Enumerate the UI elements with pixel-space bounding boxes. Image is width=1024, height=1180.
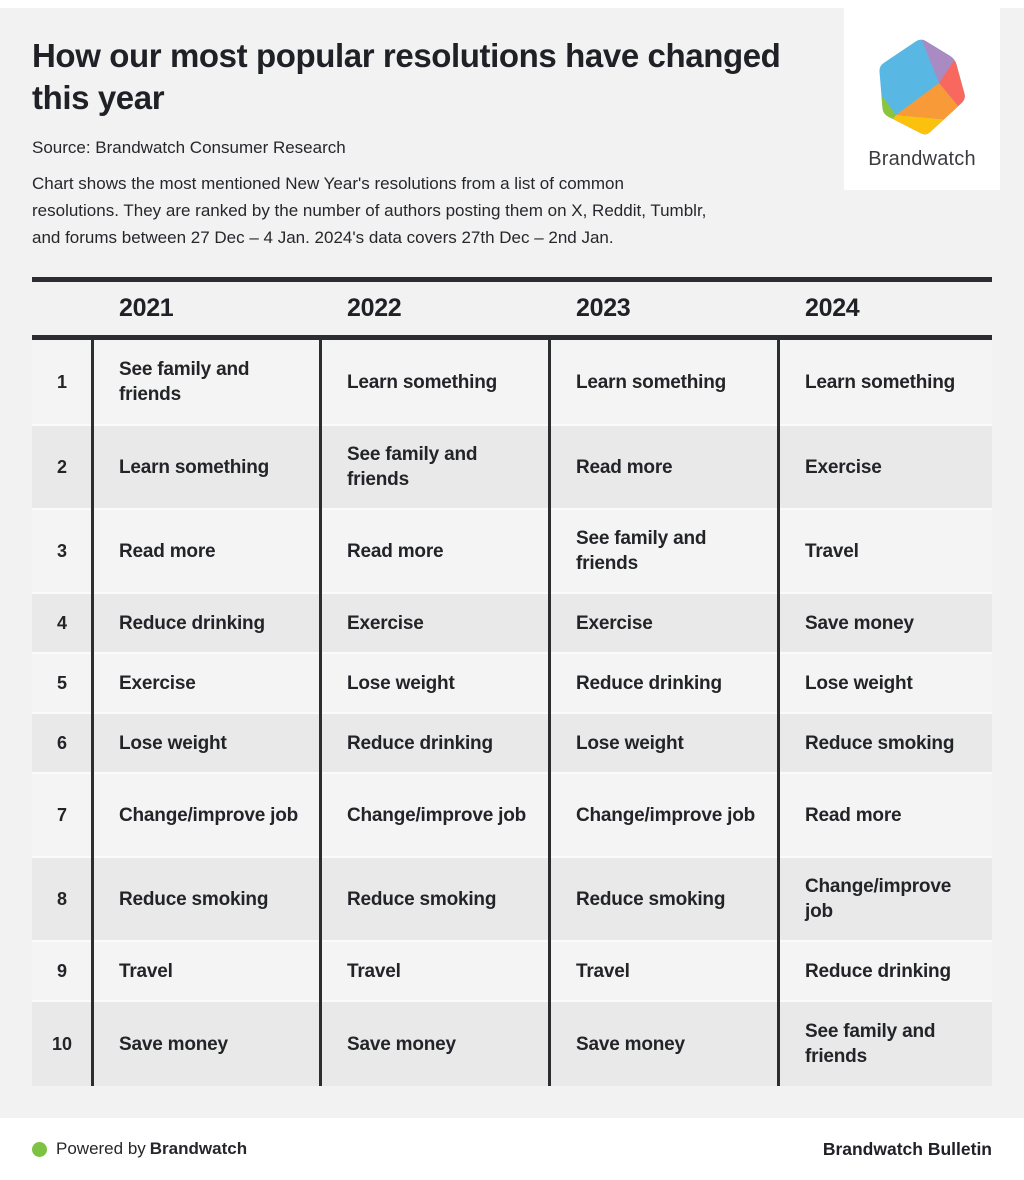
resolution-cell: Reduce drinking: [119, 612, 265, 634]
rank-cell: 4: [56, 612, 67, 633]
powered-by: [32, 1139, 247, 1159]
table-row: [32, 856, 992, 940]
resolution-cell: Exercise: [805, 456, 882, 478]
content-area: [0, 8, 1024, 1118]
resolution-cell: Read more: [347, 540, 444, 562]
resolution-cell: Exercise: [576, 612, 653, 634]
powered-dot-icon: [32, 1142, 47, 1157]
resolution-cell: Lose weight: [119, 732, 227, 754]
table-row: [32, 940, 992, 1000]
resolution-cell: Reduce smoking: [119, 888, 269, 910]
resolution-cell: Travel: [805, 540, 859, 562]
rank-cell: 5: [56, 672, 67, 693]
page-title-line2: this year: [32, 79, 165, 116]
rank-cell: 10: [51, 1033, 73, 1054]
table-row: [32, 340, 992, 424]
resolution-cell: Reduce drinking: [347, 732, 493, 754]
table-row: [32, 592, 992, 652]
resolution-cell: Learn something: [347, 371, 498, 393]
table-row: [32, 1000, 992, 1086]
column-separator: [548, 340, 551, 1086]
description-line3: and forums between 27 Dec – 4 Jan. 2024's data covers 27th Dec – 2nd Jan.: [32, 228, 614, 247]
column-separator: [319, 340, 322, 1086]
resolution-cell: Reduce drinking: [805, 960, 951, 982]
table-header-row: [32, 282, 992, 335]
brandwatch-logo-icon: [878, 36, 966, 136]
table-rows: [32, 340, 992, 1086]
rank-cell: 3: [56, 540, 67, 561]
resolution-cell: Reduce smoking: [805, 732, 955, 754]
header: [0, 8, 1024, 277]
resolution-cell: Save money: [805, 612, 914, 634]
powered-by-brand: Brandwatch: [149, 1139, 248, 1158]
resolution-cell: Learn something: [805, 371, 956, 393]
powered-by-text: Powered by: [56, 1139, 146, 1158]
resolution-cell: Travel: [119, 960, 173, 982]
resolution-cell: Change/improve job: [576, 804, 756, 826]
resolution-cell: Save money: [347, 1033, 456, 1055]
column-header-2022: 2022: [347, 294, 402, 322]
resolution-cell: Change/improve job: [805, 876, 952, 922]
column-separator: [777, 340, 780, 1086]
resolution-cell: Travel: [576, 960, 630, 982]
resolution-cell: Reduce drinking: [576, 672, 722, 694]
rank-cell: 2: [56, 456, 67, 477]
column-header-2021: 2021: [119, 294, 174, 322]
resolution-cell: Exercise: [119, 672, 196, 694]
brandwatch-logo-label: Brandwatch: [868, 148, 976, 170]
resolution-cell: See family and friends: [805, 1021, 936, 1067]
column-header-2024: 2024: [805, 294, 860, 322]
rank-cell: 8: [56, 888, 67, 909]
table-row: [32, 712, 992, 772]
resolution-cell: See family and friends: [119, 359, 250, 405]
resolution-cell: Exercise: [347, 612, 424, 634]
resolution-cell: Learn something: [576, 371, 727, 393]
table-row: [32, 652, 992, 712]
resolution-cell: Lose weight: [576, 732, 684, 754]
brandwatch-logo-card: [844, 8, 1000, 190]
resolution-cell: Reduce smoking: [576, 888, 726, 910]
resolution-cell: Lose weight: [347, 672, 455, 694]
footer: [0, 1118, 1024, 1180]
resolution-cell: See family and friends: [347, 444, 478, 490]
table-row: [32, 772, 992, 856]
column-separator: [91, 340, 94, 1086]
page-title-line1: How our most popular resolutions have changed: [32, 37, 781, 74]
resolution-cell: Read more: [576, 456, 673, 478]
resolution-cell: Read more: [805, 804, 902, 826]
column-header-2023: 2023: [576, 294, 631, 322]
resolution-cell: Travel: [347, 960, 401, 982]
resolution-cell: Save money: [119, 1033, 228, 1055]
rank-cell: 9: [56, 960, 67, 981]
resolution-cell: Read more: [119, 540, 216, 562]
rank-cell: 7: [56, 804, 67, 825]
resolution-cell: See family and friends: [576, 528, 707, 574]
rank-cell: 1: [56, 371, 67, 392]
rank-cell: 6: [56, 732, 67, 753]
resolution-cell: Save money: [576, 1033, 685, 1055]
chart-description: [32, 170, 842, 251]
table-row: [32, 424, 992, 508]
table-body: [32, 340, 992, 1086]
resolution-cell: Lose weight: [805, 672, 913, 694]
resolution-cell: Learn something: [119, 456, 270, 478]
description-line2: resolutions. They are ranked by the number of authors posting them on X, Reddit, Tumblr,: [32, 201, 707, 220]
source-line: Source: Brandwatch Consumer Research: [32, 138, 346, 157]
resolution-cell: Change/improve job: [347, 804, 527, 826]
table-row: [32, 508, 992, 592]
resolution-cell: Reduce smoking: [347, 888, 497, 910]
bulletin-label: Brandwatch Bulletin: [822, 1138, 992, 1159]
description-line1: Chart shows the most mentioned New Year's resolutions from a list of common: [32, 174, 624, 193]
resolution-cell: Change/improve job: [119, 804, 299, 826]
